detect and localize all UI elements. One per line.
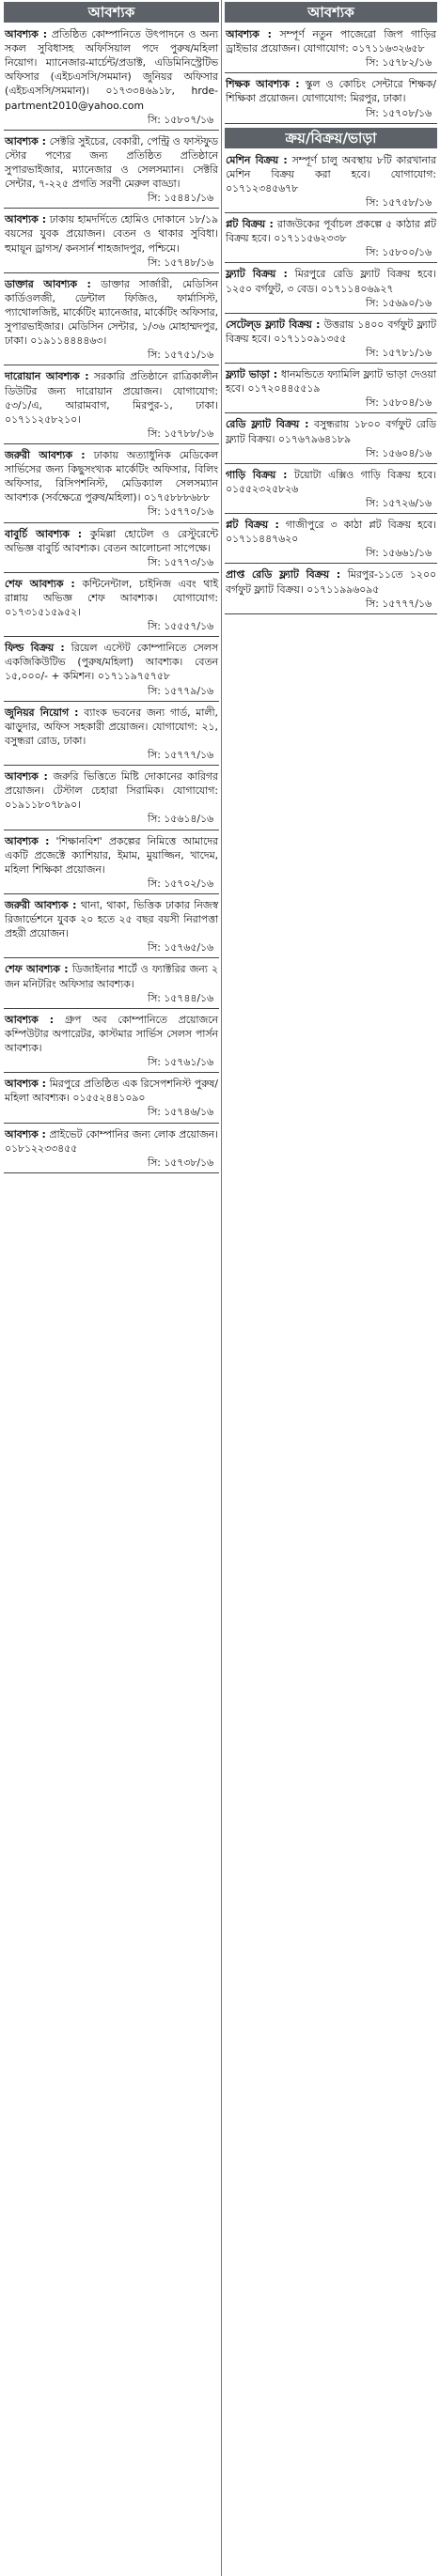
ad-label: রেডি ফ্ল্যাট বিক্রয় : [226, 418, 309, 431]
ad-label: দারোয়ান আবশ্যক : [5, 370, 89, 383]
ad-label: আবশ্যক : [5, 834, 50, 847]
ad-reference-id: সি: ১৫৭০২/১৬ [147, 877, 213, 890]
ad-divider [225, 363, 437, 364]
ad-divider [4, 1172, 219, 1173]
ad-text: ব্যাংক ভবনের জন্য গার্ড, মালী, ঝাড়ুদার, অফিস সহকারী প্রয়োজন। যোগাযোগ: ২১, বসুন্ধরা রোড, ঢাকা। [5, 706, 218, 747]
ad-divider [4, 443, 219, 444]
ad-divider [225, 72, 437, 73]
ad-text: ধানমন্ডিতে ফ্যামিলি ফ্ল্যাট ভাড়া দেওয়া হবে। ০১৭২০৪৪৫৫১৯ [226, 368, 436, 396]
ad-divider [4, 208, 219, 209]
ad-reference-id: সি: ১৫৬৬১/১৬ [365, 547, 432, 560]
ad-label: শেফ আবশ্যক : [5, 577, 75, 590]
ad-reference-id: সি: ১৫৬১৪/১৬ [148, 813, 213, 826]
ad-label: জরুরী আবশ্যক : [5, 448, 86, 461]
ad-reference-id: সি: ১৫৭৫৮/১৬ [366, 195, 432, 209]
ad-text: কুমিল্লা হোটেল ও রেস্টুরেন্টে অভিজ্ঞ বাবুর্চি আবশ্যক। বেতন আলোচনা সাপেক্ষে। [5, 527, 219, 554]
ad-label: প্লট বিক্রয় : [226, 218, 274, 231]
classified-ad [4, 1127, 219, 1156]
ad-label: আবশ্যক : [5, 28, 48, 40]
ad-label: আবশ্যক : [5, 770, 48, 784]
classified-ad [4, 962, 219, 990]
ad-divider [225, 123, 437, 124]
ad-label: আবশ্যক : [5, 1013, 55, 1026]
ad-label: প্লট বিক্রয় : [226, 519, 279, 532]
classified-ad [225, 318, 437, 346]
ad-text: বসুন্ধরায় ১৮০০ বর্গফুট রেডি ফ্ল্যাট বিক্রয়। ০১৭৬৭৯৬৪১৮৯ [226, 418, 436, 445]
ad-text: মিরপুরে প্রতিষ্ঠিত এক রিসেপশনিস্ট পুরুষ/মহিলা আবশ্যক। ০১৫৫২৪৪১০৯০ [5, 1078, 218, 1105]
ad-label: আবশ্যক : [5, 1127, 46, 1141]
ad-reference-id: সি: ১৫৭৪৮/১৬ [148, 256, 213, 269]
ad-label: প্রাপ্ত রেডি ফ্ল্যাট বিক্রয় : [226, 568, 341, 582]
ad-reference-id: সি: ১৫৭৮১/১৬ [366, 346, 432, 359]
ad-reference-id: সি: ১৫৭৫১/১৬ [148, 349, 213, 362]
classified-ad [4, 527, 219, 555]
ad-text: স্কুল ও কোচিং সেন্টারে শিক্ষক/শিক্ষিকা প্রয়োজন। যোগাযোগ: মিরপুর, ঢাকা। [226, 78, 436, 105]
classified-ad [4, 27, 219, 113]
ad-divider [225, 412, 437, 413]
ad-label: আবশ্যক : [5, 213, 47, 226]
ad-label: ফ্ল্যাট ভাড়া : [226, 368, 278, 381]
classified-ad [4, 641, 219, 683]
ad-divider [225, 513, 437, 514]
ad-divider [225, 313, 437, 314]
ad-label: জুনিয়র নিয়োগ : [5, 706, 79, 719]
ad-label: আবশ্যক : [5, 134, 46, 147]
ad-text: 'শিক্ষানবিশ' প্রকল্পের নিমিত্তে আমাদের একটি প্রজেক্টে ক্যাশিয়ার, ইমাম, মুয়াজ্জিন, খাদেম, মহিলা শিক্ষিকা প্রয়োজন। [5, 834, 218, 876]
ad-label: আবশ্যক : [226, 28, 272, 40]
classified-ad [4, 134, 219, 191]
ad-divider [4, 893, 219, 894]
ad-reference-id: সি: ১৫৭৮২/১৬ [365, 56, 432, 70]
ad-divider [4, 130, 219, 131]
ad-divider [4, 1123, 219, 1124]
classified-ad [225, 417, 437, 445]
ad-label: ডাক্তার আবশ্যক : [5, 277, 91, 290]
ad-text: সরকারি প্রতিষ্ঠানে রাত্রিকালীন ডিউটির জন্য দারোয়ান প্রয়োজন। যোগাযোগ: ৫৩/১/এ, আরামবাগ, মিরপুর-১, ঢাকা। ০১৭১১২৫৮২১০। [5, 370, 218, 426]
ad-reference-id: সি: ১৫৮০৪/১৬ [366, 396, 432, 410]
classified-ad [225, 77, 437, 105]
ad-text: মিরপুর-১১তে ১২০০ বর্গফুট ফ্ল্যাট বিক্রয়। ০১৭১১৯৯৬০৯৫ [226, 568, 436, 596]
ad-reference-id: সি: ১৫৭৩৮/১৬ [147, 1156, 213, 1169]
ad-text: রিয়েল এস্টেট কোম্পানিতে সেলস একজিকিউটিভ (পুরুষ/মহিলা) আবশ্যক। বেতন ১৫,০০০/- + কমিশন। ০১৭১১৯৭৫৭৫৮ [5, 642, 218, 683]
ad-text: জরুরি ভিত্তিতে মিষ্টি দোকানের কারিগর প্রয়োজন। টেস্টাল চেহারা সিরামিক। যোগাযোগ: ০১৯১১৮০৭৮৯০। [5, 770, 218, 812]
ad-text: সেক্টরি সুইচের, বেকারী, পেন্ট্রি ও ফাস্টফুড স্টোর পণ্যের জন্য প্রতিষ্ঠিত প্রতিষ্ঠানে সুপারভাইজার, ম্যানেজার ও সেলসম্যান। সেক্টরি সেন্টার, ৭-২২৫ প্রগতি সরণী মেরুল বাড্ডা। [5, 134, 218, 191]
ad-divider [225, 262, 437, 263]
left-column [4, 0, 219, 2576]
ad-text: থানা, থাকা, ভিত্তিক ঢাকার নিজস্ব রিজার্ভেশনে যুবক ২০ হতে ২৫ বছর বয়সী নিরাপত্তা প্রহরী প্রয়োজন। [5, 899, 219, 940]
classified-ad [225, 27, 437, 55]
ad-divider [4, 765, 219, 766]
ad-label: ফিল্ড বিক্রয় : [5, 642, 65, 655]
ad-reference-id: সি: ১৫৭২৬/১৬ [365, 496, 432, 509]
ad-reference-id: সি: ১৫৭৭৭/১৬ [365, 597, 432, 610]
classified-ad [225, 267, 437, 295]
classified-ad [4, 834, 219, 877]
ad-reference-id: সি: ১৫৭৮৮/১৬ [148, 427, 213, 440]
ad-reference-id: সি: ১৫৪৪১/১৬ [148, 192, 213, 205]
ad-divider [225, 613, 437, 614]
ad-divider [4, 701, 219, 702]
ad-divider [4, 957, 219, 958]
ad-reference-id: সি: ১৫৭৬৫/১৬ [147, 941, 213, 954]
ad-text: রাজউকের পূর্বাচল প্রকল্পে ৫ কাঠার প্লট বিক্রয় হবে। ০১৭১১৫৬২৩৩৮ [226, 218, 437, 245]
ad-label: সেটেল্‌ড ফ্ল্যাট বিক্রয় : [226, 318, 321, 331]
ad-label: ফ্ল্যাট বিক্রয় : [226, 268, 288, 281]
ad-reference-id: সি: ১৫৭৭০/১৬ [147, 505, 213, 519]
classified-ad [225, 153, 437, 195]
ad-text: ঢাকায় হামদর্দিতে হোমিও দোকানে ১৮/১৯ বয়সের যুবক প্রয়োজন। বেতন ও থাকার সুবিধা। হুমায়ূন ড্রাগস/ কনসার্ন শাহজাদপুর, পশ্চিমে। [5, 213, 218, 255]
ad-reference-id: সি: ১৫৭০৮/১৬ [365, 106, 432, 119]
column-divider [221, 0, 222, 2576]
ad-text: উত্তরায় ১৪০০ বর্গফুট ফ্ল্যাট বিক্রয় হবে। ০১৭১১০৯১৩৫৫ [226, 318, 436, 345]
classified-ad [4, 212, 219, 255]
ad-reference-id: সি: ১৫৭৭৩/১৬ [147, 555, 213, 568]
classified-ad [4, 1013, 219, 1055]
classified-ad [225, 567, 437, 596]
ad-label: বাবুর্চি আবশ্যক : [5, 527, 83, 540]
ad-text: মিরপুরে রেডি ফ্ল্যাট বিক্রয় হবে। ১২৫০ বর্গফুট, ৩ বেড। ০১৭১১৪০৬৯২৭ [226, 268, 436, 295]
classified-ad [225, 518, 437, 546]
ad-label: আবশ্যক : [5, 1078, 46, 1091]
ad-label: গাড়ি বিক্রয় : [226, 468, 288, 481]
ad-reference-id: সি: ১৫৮০০/১৬ [365, 246, 432, 259]
classified-ad [4, 769, 219, 812]
section-header: আবশ্যক [4, 2, 219, 23]
right-column [225, 0, 437, 2576]
classified-ad [4, 706, 219, 748]
ad-reference-id: সি: ১৫৭৬১/১৬ [147, 1056, 213, 1069]
classified-ad [225, 468, 437, 496]
classified-ad [225, 217, 437, 245]
ad-reference-id: সি: ১৫৭৪৪/১৬ [148, 991, 213, 1004]
ad-text: প্রাইভেট কোম্পানির জন্য লোক প্রয়োজন। ০১৮১২২৩৩৪৫৫ [5, 1127, 218, 1155]
ad-label: মেশিন বিক্রয় : [226, 153, 288, 166]
section-header: ক্রয়/বিক্রয়/ভাড়া [225, 128, 437, 148]
ad-reference-id: সি: ১৫৭৭৯/১৬ [147, 684, 213, 697]
ad-divider [4, 1072, 219, 1073]
ad-divider [225, 463, 437, 464]
ad-label: শিক্ষক আবশ্যক : [226, 78, 300, 91]
ad-text: টয়োটা এক্সিও গাড়ি বিক্রয় হবে। ০১৫৫২৩২৫৮২৬ [226, 468, 436, 495]
classified-ad [4, 1077, 219, 1105]
classified-ad [4, 277, 219, 349]
ad-divider [225, 563, 437, 564]
ad-text: গ্রুপ অব কোম্পানিতে প্রয়োজনে কম্পিউটার অপারেটর, কাস্টমার সার্ভিস সেলস পার্সন আবশ্যক। [5, 1013, 218, 1054]
classified-ad [4, 369, 219, 426]
ad-divider [4, 1008, 219, 1009]
ad-text: প্রতিষ্ঠিত কোম্পানিতে উৎপাদনে ও অন্য সকল সুবিধাসহ অফিসিয়াল পদে পুরুষ/মহিলা নিয়োগ। ম্যানেজার-মার্চেন্ট/প্রডাক্ট, এডিমিনিস্ট্রেটিভ অফিসার (এইচএসসি/সমমান) জুনিয়র অফিসার (এইচএসসি/সমমান)। ০১৭৩৩৪৬৯১৮, hrde-partment2010@yahoo.com [5, 28, 218, 112]
ad-reference-id: সি: ১৫৬০৪/১৬ [365, 446, 432, 459]
ad-reference-id: সি: ১৫৫৫৭/১৬ [148, 620, 213, 633]
ad-label: শেফ আবশ্যক : [5, 963, 69, 976]
ad-text: গাজীপুরে ৩ কাঠা প্লট বিক্রয় হবে। ০১৭১১৪৪৭৬২০ [226, 519, 437, 546]
ad-reference-id: সি: ১৫৮০৭/১৬ [147, 113, 213, 126]
ad-text: সম্পূর্ণ নতুন পাজেরো জিপ গাড়ির ড্রাইভার প্রয়োজন। যোগাযোগ: ০১৭১১৬৩২৬৫৮ [226, 28, 437, 55]
ad-text: কন্টিনেন্টাল, চাইনিজ এবং থাই রান্নায় অভিজ্ঞ শেফ আবশ্যক। যোগাযোগ: ০১৭৩১৫১৫৯৫২। [5, 577, 218, 619]
classified-ad [4, 448, 219, 504]
ad-text: ডিজাইনার শার্টে ও ফ্যাক্টরির জন্য ২ জন মনিটরিং অফিসার আবশ্যক। [5, 963, 218, 990]
classified-ad [4, 577, 219, 619]
ad-reference-id: সি: ১৫৭৪৬/১৬ [147, 1106, 213, 1119]
classified-ad [225, 367, 437, 396]
ad-divider [4, 272, 219, 273]
ad-text: ঢাকায় অত্যাধুনিক মেডিকেল সার্ভিসের জন্য কিছুসংখ্যক মার্কেটিং অফিসার, বিলিং অফিসার, রিসিপশনিস্ট, মেডিক্যাল সেলসম্যান আবশ্যক (সর্বক্ষেত্রে পুরুষ/মহিলা)। ০১৭৫৮৮৮৬৮৮ [5, 448, 218, 504]
ad-text: সম্পূর্ণ চালু অবস্থায় ৮টি কারখানার মেশিন বিক্রয় করা হবে। যোগাযোগ: ০১৭১২৩৪৫৬৭৮ [226, 153, 437, 194]
ad-reference-id: সি: ১৫৭৭৭/১৬ [147, 749, 213, 762]
ad-divider [4, 636, 219, 637]
ad-label: জরুরী আবশ্যক : [5, 899, 77, 912]
ad-divider [4, 572, 219, 573]
ad-divider [4, 522, 219, 523]
section-header: আবশ্যক [225, 2, 437, 23]
ad-reference-id: সি: ১৫৬৯০/১৬ [365, 296, 432, 309]
ad-divider [225, 212, 437, 213]
classified-ad [4, 898, 219, 940]
ad-text: ডাক্তার সার্জারী, মেডিসিন কার্ডিওলজী, ডেন্টাল ফিজিও, ফার্মাসিস্ট, প্যাথোলজিষ্ট, মার্কেটিং ম্যানেজার, মার্কেটিং অফিসার, সুপারভাইজার। মেডিসিন সেন্টার, ১/৩৬ মোহাম্মদপুর, ঢাকা। ০১৯১১৪৪৪৪৬৩। [5, 277, 218, 348]
